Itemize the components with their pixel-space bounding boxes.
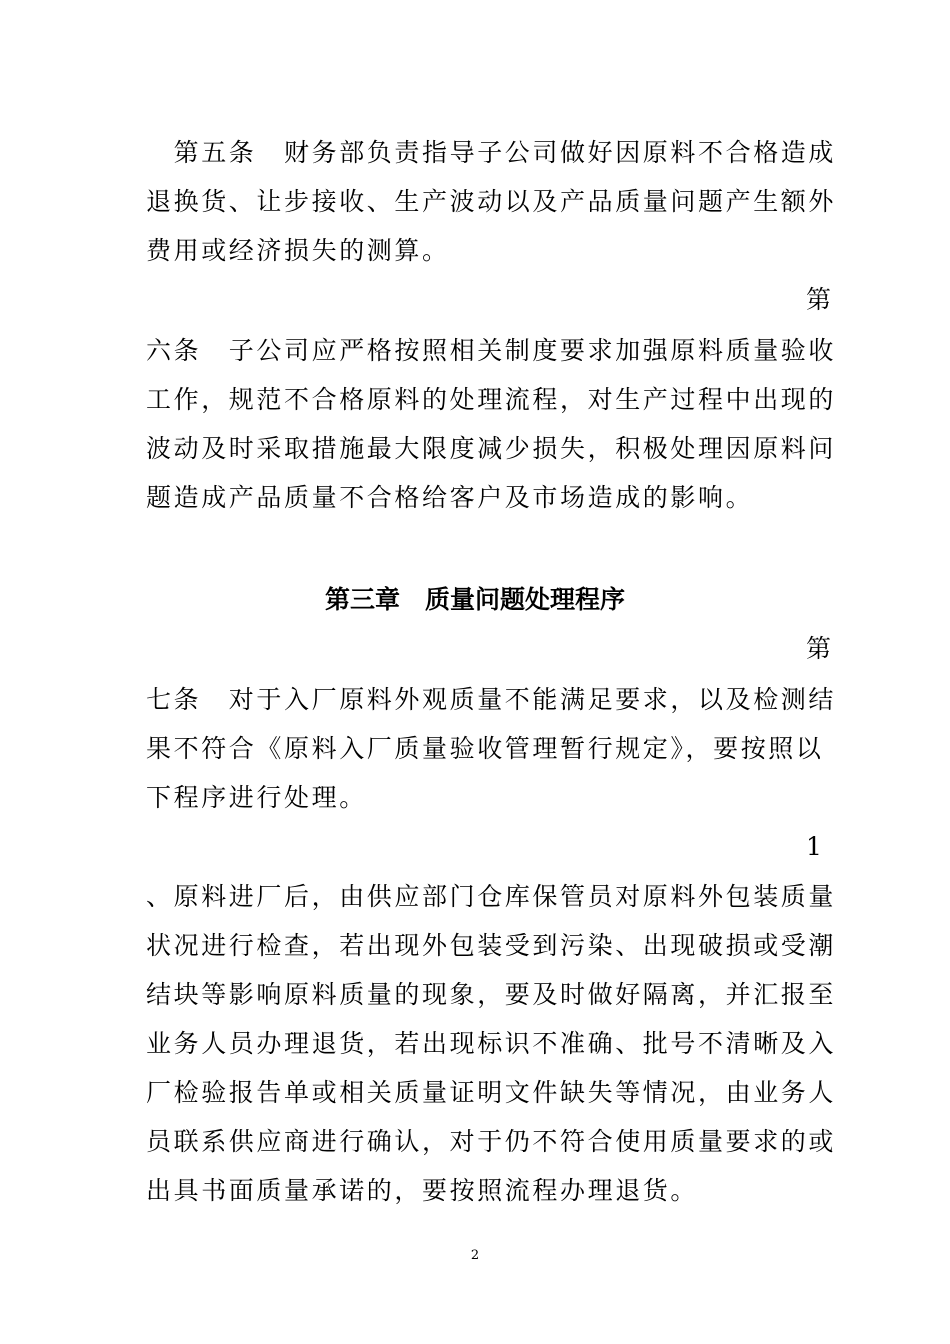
- item1-prefix: 1: [806, 832, 822, 861]
- item1-line-1: 、原料进厂后，由供应部门仓库保管员对原料外包装质量: [146, 882, 837, 911]
- article6-line-4: 题造成产品质量不合格给客户及市场造成的影响。: [146, 483, 754, 512]
- article6-line-2: 工作，规范不合格原料的处理流程，对生产过程中出现的: [146, 385, 837, 414]
- item1-line-2: 状况进行检查，若出现外包装受到污染、出现破损或受潮: [146, 931, 837, 960]
- article7-line-2: 果不符合《原料入厂质量验收管理暂行规定》，要按照以: [146, 734, 824, 763]
- article6-prefix: 第: [806, 285, 832, 314]
- article5-line-1: 第五条 财务部负责指导子公司做好因原料不合格造成: [146, 138, 837, 167]
- article5-line-2: 退换货、让步接收、生产波动以及产品质量问题产生额外: [146, 187, 837, 216]
- item1-line-4: 业务人员办理退货，若出现标识不准确、批号不清晰及入: [146, 1029, 837, 1058]
- item1-line-5: 厂检验报告单或相关质量证明文件缺失等情况，由业务人: [146, 1078, 837, 1107]
- article6-line-3: 波动及时采取措施最大限度减少损失，积极处理因原料问: [146, 434, 837, 463]
- page-number: 2: [470, 1248, 480, 1263]
- article7-line-1: 七条 对于入厂原料外观质量不能满足要求，以及检测结: [146, 685, 837, 714]
- chapter-heading: 第三章 质量问题处理程序: [324, 585, 625, 614]
- article6-line-1: 六条 子公司应严格按照相关制度要求加强原料质量验收: [146, 336, 837, 365]
- item1-line-3: 结块等影响原料质量的现象，要及时做好隔离，并汇报至: [146, 980, 837, 1009]
- item1-line-7: 出具书面质量承诺的，要按照流程办理退货。: [146, 1176, 699, 1205]
- item1-line-6: 员联系供应商进行确认，对于仍不符合使用质量要求的或: [146, 1127, 837, 1156]
- article7-prefix: 第: [806, 634, 832, 663]
- article5-line-3: 费用或经济损失的测算。: [146, 236, 450, 265]
- article7-line-3: 下程序进行处理。: [146, 783, 367, 812]
